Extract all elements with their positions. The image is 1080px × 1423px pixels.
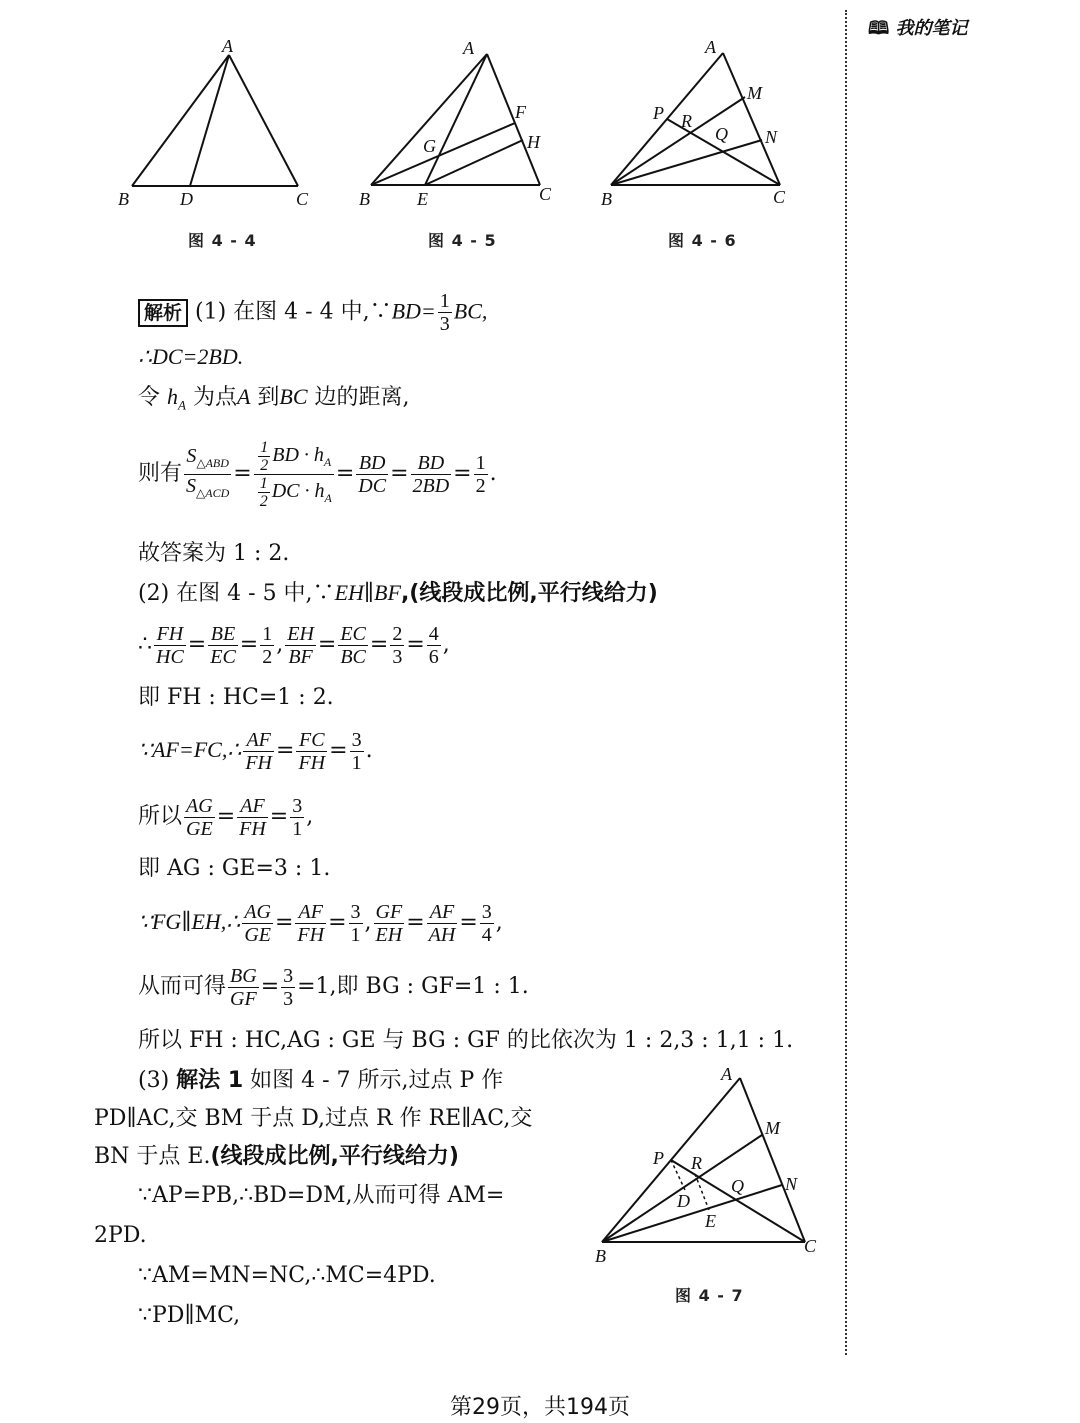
svg-text:D: D xyxy=(677,1191,690,1211)
solution-line-21: ∵PD∥MC, xyxy=(138,1303,241,1328)
page-footer: 第29页，共194页 xyxy=(450,1395,630,1420)
svg-text:E: E xyxy=(705,1211,716,1231)
solution-line-4: 则有 $\frac{S_{\triangle ABD}}{S_{\triangle ACD}}$ = $\frac{1}{2}$ BD · $h_A$ $\frac{1}{2}$ DC · $h_A$ = $\frac{BD}{DC}$ = $\frac{BD}{2BD}$ = $\frac{1}{2}$ . xyxy=(138,438,497,510)
svg-text:M: M xyxy=(765,1118,780,1138)
svg-text:Q: Q xyxy=(715,124,728,144)
solution-line-12: ∵FG∥EH,∴ $\frac{AG}{GE}$ = $\frac{AF}{FH}$ = $\frac{3}{1}$ , $\frac{GF}{EH}$ = $\frac{AF}{AH}$ = $\frac{3}{4}$ , xyxy=(138,900,503,946)
svg-text:C: C xyxy=(539,184,552,204)
notes-header xyxy=(868,14,968,46)
svg-text:H: H xyxy=(527,132,540,152)
solution-line-9: ∵AF=FC,∴ $\frac{AF}{FH}$ = $\frac{FC}{FH}$ = $\frac{3}{1}$ . xyxy=(138,728,373,774)
svg-text:A: A xyxy=(463,40,474,58)
solution-line-1: 解析 (1) 在图 4 - 4 中,∵BD= $\frac{1}{3}$ BC, xyxy=(138,290,487,335)
solution-line-2: ∴DC=2BD. xyxy=(138,344,244,369)
svg-text:E: E xyxy=(417,189,428,209)
solution-line-11: 即 AG : GE=3 : 1. xyxy=(138,856,331,881)
svg-text:B: B xyxy=(359,189,370,209)
svg-text:D: D xyxy=(180,189,193,209)
solution-line-16: PD∥AC,交 BM 于点 D,过点 R 作 RE∥AC,交 xyxy=(94,1106,533,1131)
figure-4-7 xyxy=(585,1062,825,1267)
svg-text:A: A xyxy=(705,37,716,57)
svg-text:B: B xyxy=(118,189,129,209)
solution-line-8: 即 FH : HC=1 : 2. xyxy=(138,685,334,710)
solution-line-17: BN 于点 E.(线段成比例,平行线给力) xyxy=(94,1144,459,1169)
svg-text:C: C xyxy=(296,189,309,209)
notes-label: 我的笔记 xyxy=(895,18,968,39)
svg-text:R: R xyxy=(681,111,692,131)
svg-text:B: B xyxy=(601,189,612,209)
figure-4-5 xyxy=(355,40,565,215)
svg-text:A: A xyxy=(721,1064,732,1084)
solution-line-13: 从而可得 $\frac{BG}{GF}$ = $\frac{3}{3}$ =1,即 BG : GF=1 : 1. xyxy=(138,964,529,1010)
caption-4-5: 图 4 - 5 xyxy=(428,231,497,250)
notes-divider xyxy=(845,10,847,1355)
svg-text:B: B xyxy=(595,1246,606,1266)
solution-line-5: 故答案为 1 : 2. xyxy=(138,541,290,566)
caption-4-6: 图 4 - 6 xyxy=(668,231,737,250)
figure-4-6 xyxy=(595,35,815,215)
book-icon: 🕮 xyxy=(868,18,890,39)
svg-text:A: A xyxy=(222,40,233,56)
caption-4-7: 图 4 - 7 xyxy=(675,1286,744,1305)
svg-text:G: G xyxy=(423,136,436,156)
solution-line-3: 令 $h_A$ 为点A 到BC 边的距离, xyxy=(138,384,410,413)
solution-tag: 解析 xyxy=(138,299,188,327)
svg-text:R: R xyxy=(691,1153,702,1173)
svg-text:M: M xyxy=(747,83,762,103)
solution-line-10: 所以 $\frac{AG}{GE}$ = $\frac{AF}{FH}$ = $\frac{3}{1}$ , xyxy=(138,794,314,840)
solution-line-15: (3) 解法 1 如图 4 - 7 所示,过点 P 作 xyxy=(138,1068,504,1093)
figure-4-4 xyxy=(110,40,330,215)
svg-text:F: F xyxy=(515,102,526,122)
svg-text:C: C xyxy=(804,1236,817,1256)
caption-4-4: 图 4 - 4 xyxy=(188,231,257,250)
svg-text:N: N xyxy=(765,127,778,147)
svg-text:N: N xyxy=(785,1174,798,1194)
solution-line-19: 2PD. xyxy=(94,1223,147,1248)
svg-text:Q: Q xyxy=(731,1176,744,1196)
solution-line-20: ∵AM=MN=NC,∴MC=4PD. xyxy=(138,1263,436,1288)
svg-text:P: P xyxy=(653,1148,664,1168)
solution-line-18: ∵AP=PB,∴BD=DM,从而可得 AM= xyxy=(138,1183,505,1208)
fraction: $\frac{1}{3}$ xyxy=(439,290,450,335)
svg-text:P: P xyxy=(653,103,664,123)
solution-line-7: ∴ $\frac{FH}{HC}$ = $\frac{BE}{EC}$ = $\frac{1}{2}$ , $\frac{EH}{BF}$ = $\frac{EC}{BC}$ = $\frac{2}{3}$ = $\frac{4}{6}$ , xyxy=(138,622,450,668)
solution-line-14: 所以 FH : HC,AG : GE 与 BG : GF 的比依次为 1 : 2,3 : 1,1 : 1. xyxy=(138,1028,794,1053)
solution-line-6: (2) 在图 4 - 5 中,∵EH∥BF,(线段成比例,平行线给力) xyxy=(138,580,658,606)
svg-text:C: C xyxy=(773,187,786,207)
